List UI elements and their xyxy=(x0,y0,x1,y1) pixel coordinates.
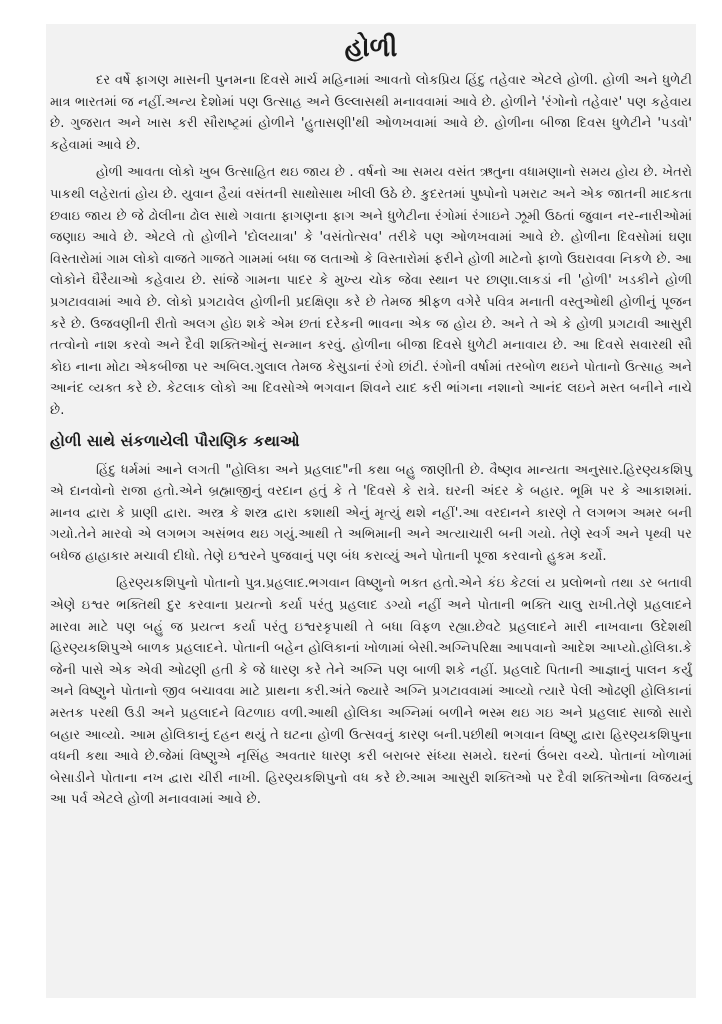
section-heading: હોળી સાથે સંકળાયેલી પૌરાણિક કથાઓ xyxy=(50,431,300,450)
story-paragraph-1: હિંદુ ધર્મમાં આને લગતી "હોલિકા અને પ્રહલાદ"ની કથા બહુ જાણીતી છે. વૈષ્ણવ માન્યતા અનુસાર.હિરણ્યકશિપુ એ દાનવોનો રાજા હતો.એને બ્રહ્માજીનું વરદાન હતું કે તે 'દિવસે કે રાત્રે. ઘરની અંદર કે બહાર. ભૂમિ પર કે આકાશમાં. માનવ દ્વારા કે પ્રાણી દ્વારા. અસ્ત્ર કે શસ્ત્ર દ્વારા કશાથી એનું મૃત્યું થશે નહીં'.આ વરદાનને કારણે તે લગભગ અમર બની ગયો.તેને મારવો એ લગભગ અસંભવ થઇ ગયું.આથી તે અભિમાની અને અત્યાચારી બની ગયો. તેણે સ્વર્ગ અને પૃથ્વી પર બધેજ હાહાકાર મચાવી દીધો. તેણે ઇશ્વરને પુજવાનું પણ બંધ કરાવ્યું અને પોતાની પૂજા કરવાનો હુકમ કર્યો. xyxy=(50,462,692,564)
document-page xyxy=(46,24,696,998)
intro-paragraph-2: હોળી આવતા લોકો ખુબ ઉત્સાહિત થઇ જાય છે . વર્ષનો આ સમય વસંત ઋતુના વધામણાનો સમય હોય છે. ખેતરો પાકથી લહેરાતાં હોય છે. યુવાન હૈયાં વસંતની સાથોસાથ ખીલી ઉઠે છે. કુદરતમાં પુષ્પોનો પમરાટ અને એક જાતની માદકતા છવાઇ જાય છે જે ઢોલીના ઢોલ સાથે ગવાતા ફાગણના ફાગ અને ધુળેટીના રંગોમાં રંગાઇને ઝૂમી ઉઠતાં જુવાન નર-નારીઓમાં જણાઇ આવે છે. એટલે તો હોળીને 'દોલયાત્રા' કે 'વસંતોત્સવ' તરીકે પણ ઓળખવામાં આવે છે. હોળીના દિવસોમાં ઘણા વિસ્તારોમાં ગામ લોકો વાજતે ગાજતે ગામમાં બધા જ લતાઓ કે વિસ્તારોમાં ફરીને હોળી માટેનો ફાળો ઉઘરાવવા નિકળે છે. આ લોકોને ઘૈરૈયાઓ કહેવાય છે. સાંજે ગામના પાદર કે મુખ્ય ચોક જેવા સ્થાન પર છાણા.લાકડાં ની 'હોળી' ખડકીને હોળી પ્રગટાવવામાં આવે છે. લોકો પ્રગટાવેલ હોળીની પ્રદક્ષિણા કરે છે તેમજ શ્રીફળ વગેરે પવિત્ર મનાતી વસ્તુઓથી હોળીનું પૂજન કરે છે. ઉજવણીની રીતો અલગ હોઇ શકે એમ છતાં દરેકની ભાવના એક જ હોય છે. અને તે એ કે હોળી પ્રગટાવી આસુરી તત્વોનો નાશ કરવો અને દૈવી શક્તિઓનું સન્માન કરવું. હોળીના બીજા દિવસે ધુળેટી મનાવાય છે. આ દિવસે સવારથી સૌ કોઇ નાના મોટા એકબીજા પર અબિલ.ગુલાલ તેમજ કેસુડાનાં રંગો છાંટી. રંગોની વર્ષામાં તરબોળ થઇને પોતાનો ઉત્સાહ અને આનંદ વ્યક્ત કરે છે. કેટલાક લોકો આ દિવસોએ ભગવાન શિવને યાદ કરી ભાંગના નશાનો આનંદ લઇને મસ્ત બનીને નાચે છે. xyxy=(50,165,692,418)
page-title: હોળી xyxy=(344,33,398,63)
intro-paragraph-1: દર વર્ષે ફાગણ માસની પુનમના દિવસે માર્ચ મહિનામાં આવતો લોકપ્રિય હિંદુ તહેવાર એટલે હોળી. હોળી અને ધુળેટી માત્ર ભારતમાં જ નહીં.અન્ય દેશોમાં પણ ઉત્સાહ અને ઉલ્લાસથી મનાવવામાં આવે છે. હોળીને 'રંગોનો તહેવાર' પણ કહેવાય છે. ગુજરાત અને ખાસ કરી સૌરાષ્ટ્રમાં હોળીને 'હુતાસણી'થી ઓળખવામાં આવે છે. હોળીના બીજા દિવસ ધુળેટીને 'પડવો' કહેવામાં આવે છે. xyxy=(50,73,692,153)
story-paragraph-2: હિરણ્યકશિપુનો પોતાનો પુત્ર.પ્રહલાદ.ભગવાન વિષ્ણુનો ભક્ત હતો.એને કંઇ કેટલાં ય પ્રલોભનો તથા ડર બતાવી એણે ઇશ્વર ભક્તિથી દુર કરવાના પ્રયત્નો કર્યા પરંતુ પ્રહલાદ ડગ્યો નહીં અને પોતાની ભક્તિ ચાલુ રાખી.તેણે પ્રહલાદને મારવા માટે પણ બહું જ પ્રયત્ન કર્યા પરંતુ ઇશ્વરકૃપાથી તે બધા વિફળ રહ્યા.છેવટે પ્રહલાદને મારી નાખવાના ઉદેશથી હિરણ્યકશિપુએ બાળક પ્રહલાદને. પોતાની બહેન હોલિકાનાં ખોળામાં બેસી.અગ્નિપરિક્ષા આપવાનો આદેશ આપ્યો.હોલિકા.કે જેની પાસે એક એવી ઓઢણી હતી કે જે ધારણ કરે તેને અગ્નિ પણ બાળી શકે નહીં. પ્રહલાદે પિતાની આજ્ઞાનું પાલન કર્યું અને વિષ્ણુને પોતાનો જીવ બચાવવા માટે પ્રાથના કરી.અંતે જ્યારે અગ્નિ પ્રગટાવવામાં આવ્યો ત્યારે પેલી ઓઢણી હોલિકાનાં મસ્તક પરથી ઉડી અને પ્રહલાદને વિટળાઇ વળી.આથી હોલિકા અગ્નિમાં બળીને ભસ્મ થઇ ગઇ અને પ્રહલાદ સાજો સારો બહાર આવ્યો. આમ હોલિકાનું દહન થયું તે ઘટના હોળી ઉત્સવનું કારણ બની.પછીથી ભગવાન વિષ્ણુ દ્વારા હિરણ્યકશિપુના વધની કથા આવે છે.જેમાં વિષ્ણુએ નૃસિંહ અવતાર ધારણ કરી બરાબર સંધ્યા સમયે. ઘરનાં ઉંબરા વચ્ચે. પોતાનાં ખોળામાં બેસાડીને પોતાના નખ દ્વારા ચીરી નાખી. હિરણ્યકશિપુનો વધ કરે છે.આમ આસુરી શક્તિઓ પર દૈવી શક્તિઓના વિજયનું આ પર્વ એટલે હોળી મનાવવામાં આવે છે. xyxy=(50,576,692,808)
